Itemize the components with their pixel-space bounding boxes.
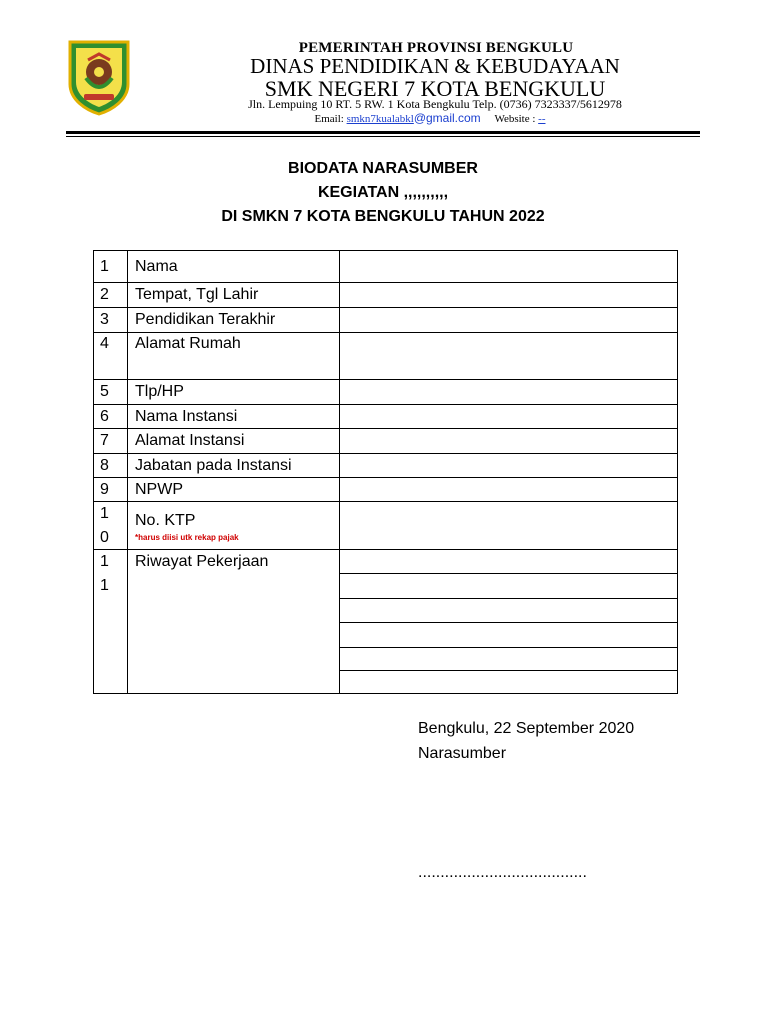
- letterhead-department-line: DINAS PENDIDIKAN & KEBUDAYAAN: [250, 54, 620, 78]
- row-divider: [94, 404, 677, 405]
- row-divider: [94, 501, 677, 502]
- field-label-riwayat-pekerjaan: Riwayat Pekerjaan: [135, 553, 269, 570]
- row-number: 9: [100, 481, 109, 498]
- row-divider: [94, 453, 677, 454]
- row-divider: [94, 379, 677, 380]
- row-number: 0: [100, 529, 109, 546]
- row-number: 4: [100, 335, 109, 352]
- row-number: 7: [100, 432, 109, 449]
- row-number: 8: [100, 457, 109, 474]
- work-history-line: [339, 573, 677, 574]
- field-label-jabatan: Jabatan pada Instansi: [135, 457, 292, 474]
- website-link[interactable]: --: [538, 113, 546, 125]
- field-label-npwp: NPWP: [135, 481, 183, 498]
- letterhead-address: Jln. Lempuing 10 RT. 5 RW. 1 Kota Bengkulu Telp. (0736) 7323337/5612978: [248, 97, 622, 111]
- letterhead-government-line: PEMERINTAH PROVINSI BENGKULU: [298, 40, 574, 56]
- letterhead-contact: [260, 111, 600, 125]
- column-divider-label: [339, 251, 340, 693]
- row-number: 5: [100, 383, 109, 400]
- field-label-no-ktp: No. KTP: [135, 512, 196, 529]
- row-divider: [94, 549, 677, 550]
- activity-title: KEGIATAN ,,,,,,,,,,: [317, 184, 449, 201]
- field-label-nama: Nama: [135, 258, 178, 275]
- row-divider: [94, 477, 677, 478]
- column-divider-number: [127, 251, 128, 693]
- field-label-nama-instansi: Nama Instansi: [135, 408, 238, 425]
- row-divider: [94, 428, 677, 429]
- field-label-tempat-tgl-lahir: Tempat, Tgl Lahir: [135, 286, 259, 303]
- document-title: BIODATA NARASUMBER: [288, 160, 478, 177]
- letterhead-school-name: SMK NEGERI 7 KOTA BENGKULU: [264, 76, 606, 101]
- row-number: 1: [100, 505, 109, 522]
- row-number: 1: [100, 258, 109, 275]
- signature-role: Narasumber: [418, 745, 507, 762]
- field-label-alamat-rumah: Alamat Rumah: [135, 335, 241, 352]
- email-domain[interactable]: @gmail.com: [413, 111, 481, 125]
- email-label: Email:: [314, 113, 347, 125]
- ktp-tax-note: *harus diisi utk rekap pajak: [135, 533, 239, 542]
- field-label-tlp-hp: Tlp/HP: [135, 383, 184, 400]
- row-number: 2: [100, 286, 109, 303]
- work-history-line: [339, 647, 677, 648]
- provincial-emblem-icon: [66, 38, 132, 116]
- signature-place-date: Bengkulu, 22 September 2020: [418, 720, 635, 737]
- email-link[interactable]: smkn7kualabkl: [346, 113, 414, 125]
- work-history-line: [339, 622, 677, 623]
- row-number: 6: [100, 408, 109, 425]
- website-label: Website :: [494, 113, 539, 125]
- field-label-pendidikan: Pendidikan Terakhir: [135, 311, 276, 328]
- biodata-form-table: [93, 250, 678, 694]
- signature-line: ......................................: [418, 864, 587, 881]
- location-year-title: DI SMKN 7 KOTA BENGKULU TAHUN 2022: [221, 208, 545, 225]
- work-history-line: [339, 598, 677, 599]
- row-divider: [94, 282, 677, 283]
- row-number: 3: [100, 311, 109, 328]
- letterhead-divider-thick: [66, 131, 700, 134]
- row-number: 1: [100, 577, 109, 594]
- work-history-line: [339, 670, 677, 671]
- row-divider: [94, 307, 677, 308]
- row-number: 1: [100, 553, 109, 570]
- field-label-alamat-instansi: Alamat Instansi: [135, 432, 245, 449]
- letterhead-divider-thin: [66, 136, 700, 137]
